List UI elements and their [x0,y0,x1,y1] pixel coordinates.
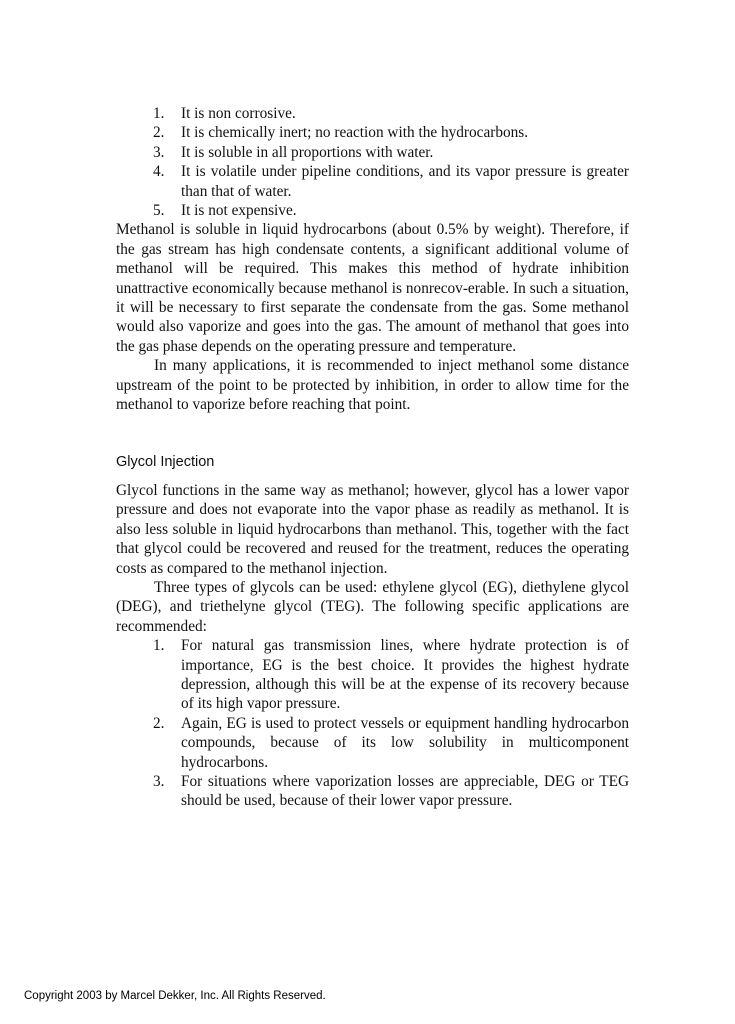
list-text: Again, EG is used to protect vessels or equipment handling hydrocarbon compounds, because of its low solubility in multicomponent hydrocarbons. [181,714,629,771]
glycol-function-paragraph: Glycol functions in the same way as methanol; however, glycol has a lower vapor pressure and does not evaporate into the vapor phase as readily as methanol. It is also less soluble in liquid hydrocarbons than methanol. This, together with the fact that glycol could be recovered and reused for the treatment, reduces the operating costs as compared to the methanol injection. [116,481,629,577]
list-number: 3. [153,773,165,790]
list-item [116,162,629,201]
section-heading: Glycol Injection [116,453,215,470]
methanol-properties-list [116,104,629,220]
list-item [116,772,629,811]
glycol-types-paragraph: Three types of glycols can be used: ethylene glycol (EG), diethylene glycol (DEG), and triethelyne glycol (TEG). The following specific applications are recommended: [116,578,629,635]
methanol-solubility-paragraph: Methanol is soluble in liquid hydrocarbons (about 0.5% by weight). Therefore, if the gas stream has high condensate contents, a significant additional volume of methanol will be required. This makes this method of hydrate inhibition unattractive economically because methanol is nonrecov-erable. In such a situation, it will be necessary to first separate the condensate from the gas. Some methanol would also vaporize and goes into the gas. The amount of methanol that goes into the gas phase depends on the operating pressure and temperature. [116,221,629,355]
list-item [116,714,629,772]
list-item [116,104,629,123]
list-text: It is not expensive. [181,202,297,220]
page-body [116,104,629,811]
list-number: 2. [153,714,165,732]
list-item [116,201,629,220]
methanol-injection-paragraph: In many applications, it is recommended to inject methanol some distance upstream of the point to be protected by inhibition, in order to allow time for the methanol to vaporize before reaching that point. [116,357,629,414]
list-text: It is volatile under pipeline conditions, and its vapor pressure is greater than that of water. [181,163,629,200]
list-number: 4. [153,163,165,181]
list-text: It is soluble in all proportions with water. [181,143,434,161]
list-text: It is chemically inert; no reaction with the hydrocarbons. [181,124,529,142]
list-number: 1. [153,105,165,122]
list-text: For situations where vaporization losses are appreciable, DEG or TEG should be used, because of their lower vapor pressure. [181,773,629,810]
glycol-applications-list [116,636,629,811]
list-number: 5. [153,202,165,220]
list-item [116,143,629,162]
list-text: It is non corrosive. [181,105,296,122]
list-number: 2. [153,124,165,142]
list-item [116,636,629,714]
list-text: For natural gas transmission lines, where hydrate protection is of importance, EG is the best choice. It provides the highest hydrate depression, although this will be at the expense of its recovery because of its high vapor pressure. [181,637,629,713]
list-number: 3. [153,143,165,161]
list-item [116,123,629,142]
copyright-footer: Copyright 2003 by Marcel Dekker, Inc. All Rights Reserved. [24,990,326,1002]
list-number: 1. [153,637,165,655]
